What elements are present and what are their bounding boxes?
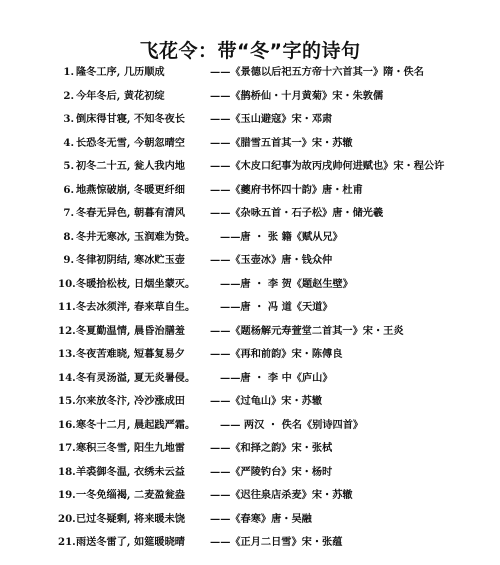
poem-source: ——《和择之韵》宋・张栻 bbox=[210, 442, 333, 454]
poem-source: ——唐 ・ 李 贺《题赵生壁》 bbox=[220, 277, 353, 290]
poem-row bbox=[0, 229, 500, 245]
poem-source: ——《严陵钓台》宋・杨时 bbox=[210, 465, 333, 478]
poem-source: ——《题杨解元寿萱堂二首其一》宋・王炎 bbox=[210, 324, 404, 337]
poem-row bbox=[0, 252, 500, 268]
poem-line: 地燕惊破崩, 冬暖更纤细 bbox=[76, 183, 185, 196]
poem-line: 冬暖拾松枝, 日烟坐蒙灭。 bbox=[76, 277, 196, 290]
poem-line: 长恐冬无雪, 今朝忽晴空 bbox=[76, 136, 185, 149]
poem-row bbox=[0, 464, 500, 480]
poem-number: 8. bbox=[63, 230, 74, 243]
poem-line: 雨送冬雷了, 如筵暖晓晴 bbox=[76, 536, 185, 548]
poem-row bbox=[0, 370, 500, 386]
poem-row bbox=[0, 135, 500, 151]
poem-number: 13. bbox=[58, 348, 76, 360]
poem-line: 隆冬工序, 几历顺成 bbox=[76, 66, 165, 78]
poem-line: 羊裘御冬温, 衣绣未云益 bbox=[76, 465, 185, 478]
poem-number: 12. bbox=[58, 324, 76, 337]
poem-source: ——《玉壶冰》唐・钱众仲 bbox=[210, 254, 333, 266]
poem-source: ——《景德以后祀五方帝十六首其一》隋・佚名 bbox=[210, 66, 424, 78]
poem-source: ——《夔府书怀四十韵》唐・杜甫 bbox=[210, 183, 363, 196]
poem-line: 今年冬后, 黄花初绽 bbox=[76, 89, 165, 102]
poem-row bbox=[0, 534, 500, 550]
poem-line: 冬春无异色, 朝暮有清风 bbox=[76, 207, 185, 219]
poem-number: 6. bbox=[63, 183, 74, 196]
poem-source: ——《木皮口纪事为故丙戌帅何进赋也》宋・程公许 bbox=[210, 160, 445, 172]
poem-source: ——《迟往泉店杀麦》宋・苏辙 bbox=[210, 489, 353, 501]
poem-number: 19. bbox=[58, 489, 76, 501]
poem-number: 18. bbox=[58, 465, 76, 478]
poem-number: 15. bbox=[58, 395, 76, 407]
poem-row bbox=[0, 158, 500, 174]
poem-number: 16. bbox=[58, 418, 76, 431]
poem-source: ——唐 ・ 冯 道《天道》 bbox=[220, 301, 333, 313]
poem-row bbox=[0, 276, 500, 292]
poem-number: 21. bbox=[58, 536, 76, 548]
poem-row bbox=[0, 346, 500, 362]
page-title: 飞花令：带“冬”字的诗句 bbox=[139, 40, 361, 62]
poem-number: 14. bbox=[58, 371, 76, 384]
poem-row bbox=[0, 111, 500, 127]
poem-number: 5. bbox=[63, 160, 74, 172]
poem-source: ——《正月二日雪》宋・张蕴 bbox=[210, 536, 343, 548]
poem-row bbox=[0, 64, 500, 80]
poem-line: 一冬免缁褐, 二麦盈瓮盎 bbox=[76, 489, 185, 501]
poem-row bbox=[0, 299, 500, 315]
poem-row bbox=[0, 205, 500, 221]
poem-line: 冬井无寒冰, 玉润难为贽。 bbox=[76, 230, 196, 243]
poem-row bbox=[0, 511, 500, 527]
poem-row bbox=[0, 323, 500, 339]
poem-source: ——《玉山避寇》宋・邓肃 bbox=[210, 113, 333, 125]
poem-row bbox=[0, 182, 500, 198]
poem-line: 初冬二十五, 瓮人我内地 bbox=[76, 160, 185, 172]
poem-row bbox=[0, 440, 500, 456]
poem-line: 尔来放冬汴, 冷沙涨成田 bbox=[76, 395, 185, 407]
poem-row bbox=[0, 487, 500, 503]
poem-line: 冬夜苦难晓, 短暮复易夕 bbox=[76, 348, 185, 360]
poem-source: ——《鹊桥仙・十月黄菊》宋・朱敦儒 bbox=[210, 89, 384, 102]
poem-number: 1. bbox=[63, 66, 74, 78]
poem-source: ——《杂咏五首・石子松》唐・储光羲 bbox=[210, 207, 384, 219]
poem-number: 9. bbox=[63, 254, 74, 266]
poem-source: ——唐 ・ 李 中《庐山》 bbox=[220, 371, 333, 384]
poem-number: 17. bbox=[58, 442, 76, 454]
poem-source: ——《春寒》唐・吴融 bbox=[210, 512, 312, 525]
poem-line: 寒冬十二月, 晨起践严霜。 bbox=[76, 418, 196, 431]
poem-row bbox=[0, 417, 500, 433]
poem-number: 7. bbox=[63, 207, 74, 219]
poem-number: 4. bbox=[63, 136, 74, 149]
poem-source: ——唐 ・ 张 籍《赋从兄》 bbox=[220, 230, 343, 243]
poem-line: 寒积三冬雪, 阳生九地雷 bbox=[76, 442, 185, 454]
poem-number: 3. bbox=[63, 113, 74, 125]
poem-line: 倒床得甘寝, 不知冬夜长 bbox=[76, 113, 185, 125]
poem-line: 冬去冰须泮, 春来草自生。 bbox=[76, 301, 196, 313]
poem-source: ——《过龟山》宋・苏辙 bbox=[210, 395, 323, 407]
poem-source: ——《腊雪五首其一》宋・苏辙 bbox=[210, 136, 353, 149]
poem-line: 已过冬疑剩, 将来暖未饶 bbox=[76, 512, 185, 525]
poem-source: —— 两汉 ・ 佚名《别诗四首》 bbox=[220, 418, 364, 431]
poem-line: 冬律初阴结, 寒冰贮玉壶 bbox=[76, 254, 185, 266]
poem-line: 冬夏勤温情, 晨昏治膳羞 bbox=[76, 324, 185, 337]
poem-row bbox=[0, 393, 500, 409]
poem-line: 冬有灵汤溢, 夏无炎暑侵。 bbox=[76, 371, 196, 384]
poem-number: 11. bbox=[58, 301, 76, 313]
poem-number: 20. bbox=[58, 512, 76, 525]
poem-source: ——《再和前韵》宋・陈傅良 bbox=[210, 348, 343, 360]
poem-row bbox=[0, 88, 500, 104]
poem-number: 2. bbox=[63, 89, 74, 102]
poem-number: 10. bbox=[58, 277, 76, 290]
